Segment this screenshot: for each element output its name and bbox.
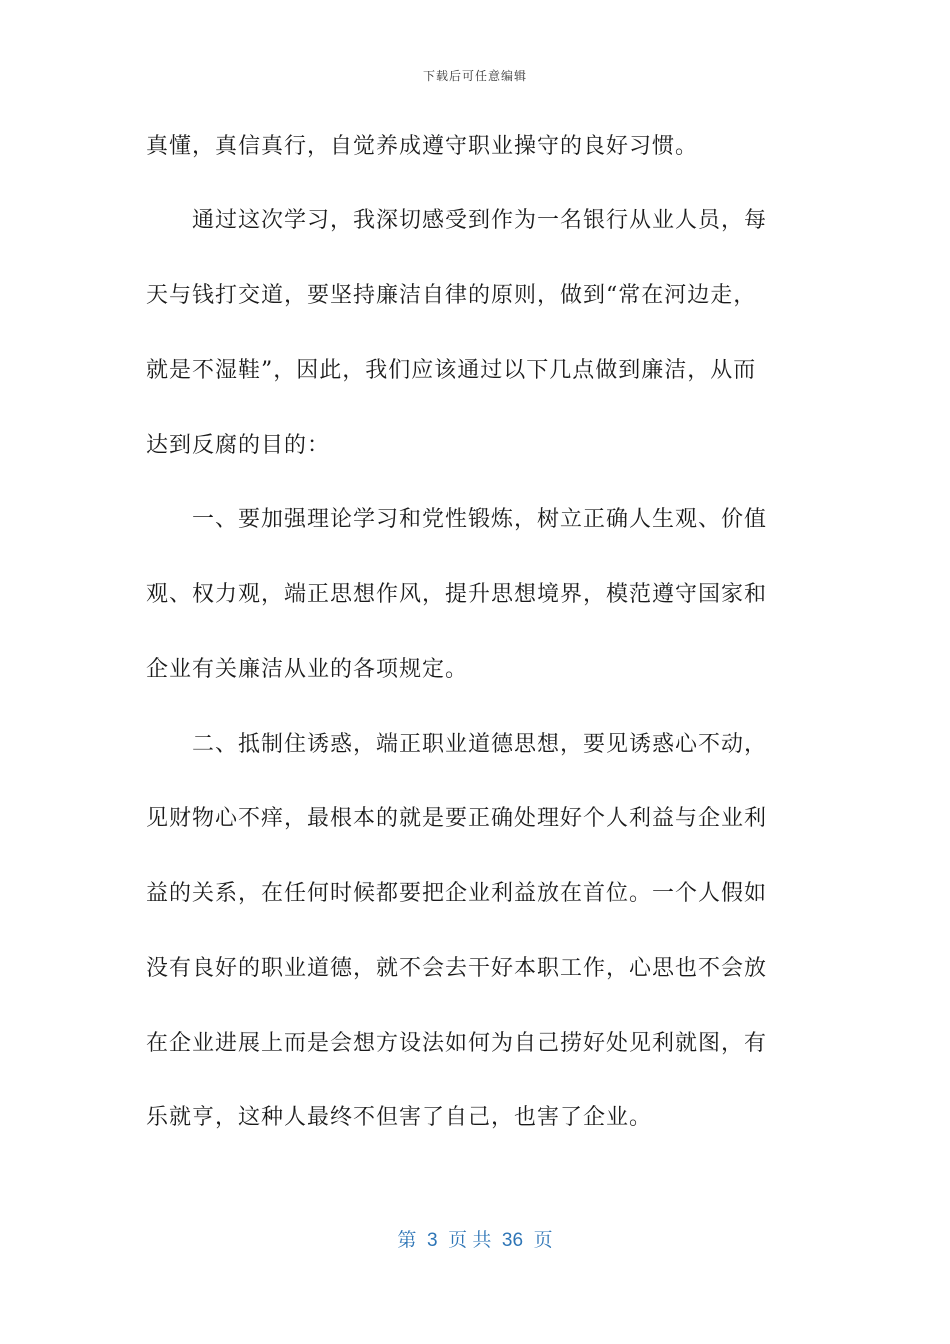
body-line: 乐就亨，这种人最终不但害了自己，也害了企业。 bbox=[146, 1105, 653, 1130]
paragraph-first-line: 一、要加强理论学习和党性锻炼，树立正确人生观、价值 bbox=[192, 507, 768, 532]
body-line: 天与钱打交道，要坚持廉洁自律的原则，做到“常在河边走， bbox=[146, 283, 757, 308]
paragraph-first-line: 二、抵制住诱惑，端正职业道德思想，要见诱惑心不动， bbox=[192, 732, 768, 757]
body-line: 见财物心不痒，最根本的就是要正确处理好个人利益与企业利 bbox=[146, 806, 768, 831]
paragraph-first-line: 通过这次学习，我深切感受到作为一名银行从业人员，每 bbox=[192, 208, 768, 233]
body-line: 没有良好的职业道德，就不会去干好本职工作，心思也不会放 bbox=[146, 956, 768, 981]
page-number-footer: 第 3 页 共 36 页 bbox=[397, 1230, 553, 1251]
body-line: 在企业进展上而是会想方设法如何为自己捞好处见利就图，有 bbox=[146, 1031, 768, 1056]
body-line: 就是不湿鞋”，因此，我们应该通过以下几点做到廉洁，从而 bbox=[146, 358, 757, 383]
body-line: 真懂，真信真行，自觉养成遵守职业操守的良好习惯。 bbox=[146, 134, 699, 159]
body-line: 益的关系，在任何时候都要把企业利益放在首位。一个人假如 bbox=[146, 881, 768, 906]
body-line: 观、权力观，端正思想作风，提升思想境界，模范遵守国家和 bbox=[146, 582, 768, 607]
body-line: 达到反腐的目的： bbox=[146, 433, 331, 458]
body-line: 企业有关廉洁从业的各项规定。 bbox=[146, 657, 469, 682]
page-header-note: 下载后可任意编辑 bbox=[422, 69, 527, 83]
